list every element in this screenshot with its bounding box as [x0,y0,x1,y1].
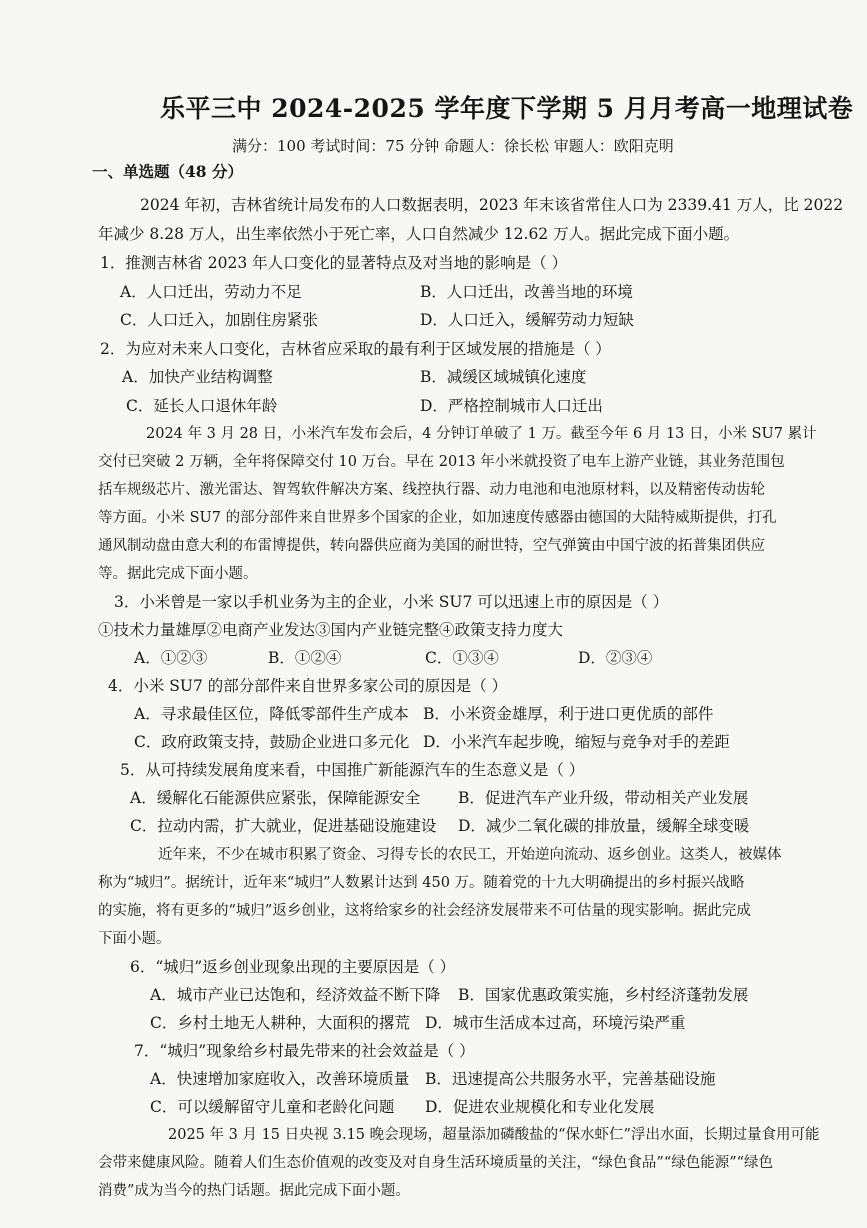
option: D．减少二氧化碳的排放量，缓解全球变暖 [458,817,750,835]
option: B．减缓区域城镇化速度 [420,368,587,386]
passage-line: 消费”成为当今的热门话题。据此完成下面小题。 [98,1183,410,1199]
question-3-stem: 3．小米曾是一家以手机业务为主的企业，小米 SU7 可以迅速上市的原因是（ ） [114,593,669,611]
option: A．缓解化石能源供应紧张，保障能源安全 [130,789,421,807]
passage-line: 通风制动盘由意大利的布雷博提供，转向器供应商为美国的耐世特，空气弹簧由中国宁波的拓普集团供应 [98,538,765,554]
option: C．延长人口退休年龄 [126,397,278,415]
option: A．①②③ [134,649,208,667]
question-1-stem: 1．推测吉林省 2023 年人口变化的显著特点及对当地的影响是（ ） [100,254,568,272]
option: D．促进农业规模化和专业化发展 [425,1098,655,1116]
passage-line: 下面小题。 [98,931,171,947]
section-heading: 一、单选题（48 分） [92,162,243,181]
option: C．政府政策支持，鼓励企业进口多元化 [134,733,410,751]
option: A．城市产业已达饱和，经济效益不断下降 [150,986,441,1004]
question-3-items: ①技术力量雄厚②电商产业发达③国内产业链完整④政策支持力度大 [98,621,564,639]
option: C．乡村土地无人耕种，大面积的撂荒 [150,1014,410,1032]
option: A．寻求最佳区位，降低零部件生产成本 [134,705,409,723]
option: A．人口迁出，劳动力不足 [120,283,302,301]
option: B．迅速提高公共服务水平，完善基础设施 [425,1070,716,1088]
option: C．可以缓解留守儿童和老龄化问题 [150,1098,395,1116]
option: D．②③④ [578,649,653,667]
passage-line: 年减少 8.28 万人，出生率依然小于死亡率，人口自然减少 12.62 万人。据此完成下面小题。 [98,225,740,243]
option: B．国家优惠政策实施，乡村经济蓬勃发展 [458,986,749,1004]
passage-line: 括车规级芯片、激光雷达、智驾软件解决方案、线控执行器、动力电池和电池原材料，以及精密传动齿轮 [98,482,765,498]
option: D．城市生活成本过高，环境污染严重 [425,1014,686,1032]
option: C．拉动内需，扩大就业，促进基础设施建设 [130,817,437,835]
passage-line: 2025 年 3 月 15 日央视 3.15 晚会现场，超量添加磷酸盐的“保水虾仁”浮出水面，长期过量食用可能 [168,1127,820,1143]
option: B．促进汽车产业升级，带动相关产业发展 [458,789,749,807]
option: D．严格控制城市人口迁出 [420,397,603,415]
passage-line: 2024 年 3 月 28 日，小米汽车发布会后，4 分钟订单破了 1 万。截至今年 6 月 13 日，小米 SU7 累计 [146,426,817,442]
passage-line: 等方面。小米 SU7 的部分部件来自世界多个国家的企业，如加速度传感器由德国的大陆特威斯提供，打孔 [98,510,777,526]
option: D．人口迁入，缓解劳动力短缺 [420,311,634,329]
passage-line: 称为“城归”。据统计，近年来“城归”人数累计达到 450 万。随着党的十九大明确提出的乡村振兴战略 [98,875,745,891]
option: B．人口迁出，改善当地的环境 [420,283,633,301]
option: C．①③④ [425,649,499,667]
option: C．人口迁入，加剧住房紧张 [120,311,318,329]
option: A．加快产业结构调整 [122,368,273,386]
exam-title: 乐平三中 2024-2025 学年度下学期 5 月月考高一地理试卷 [160,94,854,123]
question-5-stem: 5．从可持续发展角度来看，中国推广新能源汽车的生态意义是（ ） [120,761,585,779]
question-7-stem: 7．“城归”现象给乡村最先带来的社会效益是（ ） [134,1042,475,1060]
passage-line: 2024 年初，吉林省统计局发布的人口数据表明，2023 年末该省常住人口为 2339.41 万人，比 2022 [140,196,844,214]
option: B．小米资金雄厚，利于进口更优质的部件 [423,705,714,723]
question-2-stem: 2．为应对未来人口变化，吉林省应采取的最有利于区域发展的措施是（ ） [100,340,611,358]
option: A．快速增加家庭收入，改善环境质量 [150,1070,410,1088]
passage-line: 会带来健康风险。随着人们生态价值观的改变及对自身生活环境质量的关注，“绿色食品”“绿色能源”“绿色 [98,1155,774,1171]
option: B．①②④ [268,649,342,667]
question-4-stem: 4．小米 SU7 的部分部件来自世界多家公司的原因是（ ） [108,677,508,695]
option: D．小米汽车起步晚，缩短与竞争对手的差距 [423,733,730,751]
passage-line: 近年来，不少在城市积累了资金、习得专长的农民工，开始逆向流动、返乡创业。这类人，被媒体 [158,847,782,863]
passage-line: 交付已突破 2 万辆，全年将保障交付 10 万台。早在 2013 年小米就投资了电车上游产业链，其业务范围包 [98,454,785,470]
question-6-stem: 6．“城归”返乡创业现象出现的主要原因是（ ） [130,958,456,976]
exam-meta: 满分：100 考试时间：75 分钟 命题人：徐长松 审题人：欧阳克明 [232,137,674,155]
passage-line: 等。据此完成下面小题。 [98,566,258,582]
passage-line: 的实施，将有更多的“城归”返乡创业，这将给家乡的社会经济发展带来不可估量的现实影响。据此完成 [98,903,751,919]
